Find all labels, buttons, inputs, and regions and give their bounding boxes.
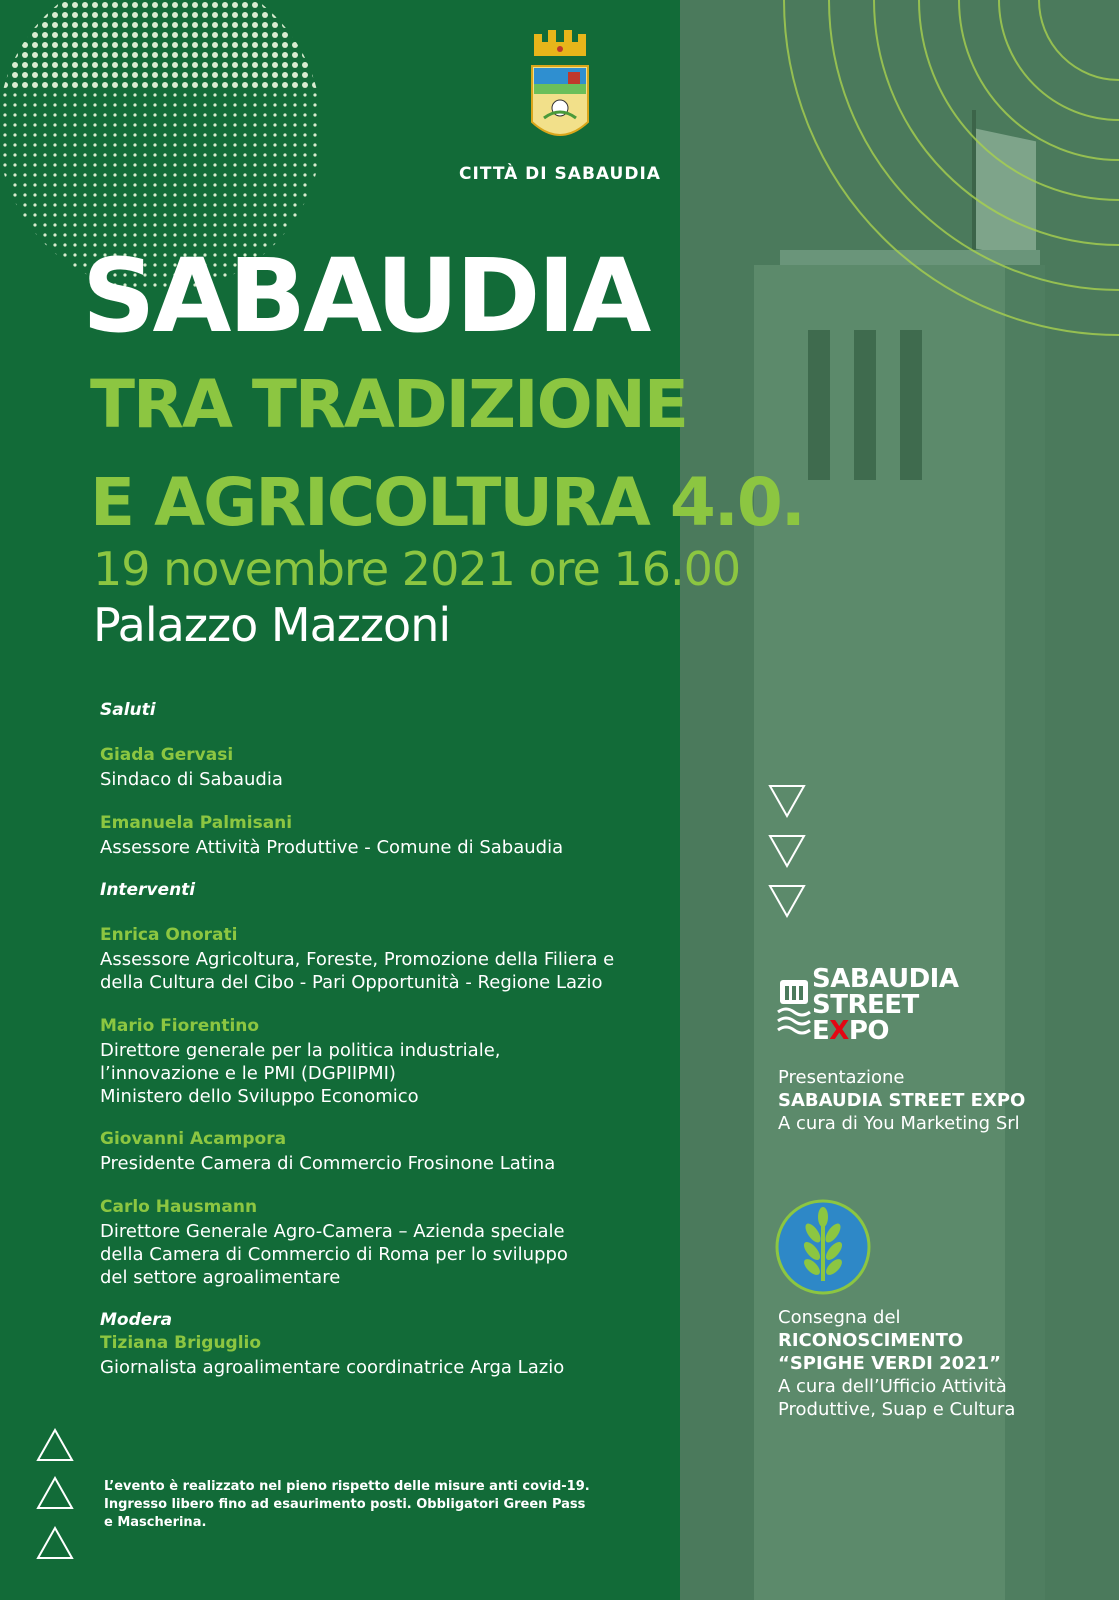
event-date-time: 19 novembre 2021 ore 16.00 [93, 542, 741, 596]
expo-presentation: Presentazione SABAUDIA STREET EXPO A cura di You Marketing Srl [778, 1067, 1026, 1134]
speaker-role: Assessore Attività Produttive - Comune di Sabaudia [100, 837, 564, 858]
triangle-up-icon [36, 1428, 74, 1462]
speaker-name: Enrica Onorati [100, 925, 238, 945]
triangle-up-icon [36, 1476, 74, 1510]
triangle-down-icon [768, 784, 806, 818]
triangle-down-icon [768, 834, 806, 868]
modera-label: Modera [100, 1310, 173, 1330]
speaker-role: Assessore Agricoltura, Foreste, Promozione della Filiera e della Cultura del Cibo - Pari Opportunità - Regione Lazio [100, 949, 615, 993]
subtitle-line-1: TRA TRADIZIONE [90, 366, 688, 443]
speaker-name: Giada Gervasi [100, 745, 234, 765]
saluti-label: Saluti [100, 700, 156, 720]
moderator-name: Tiziana Briguglio [100, 1333, 262, 1353]
subtitle-line-2: E AGRICOLTURA 4.0. [90, 464, 804, 541]
expo-logo-mark [776, 976, 812, 1044]
city-coat-of-arms [528, 26, 592, 146]
event-venue: Palazzo Mazzoni [93, 598, 451, 652]
award-block: Consegna del RICONOSCIMENTO “SPIGHE VERDI 2021” A cura dell’Ufficio Attività Produttive, Suap e Cultura [778, 1307, 1016, 1420]
main-title: SABAUDIA [82, 237, 649, 356]
interventi-label: Interventi [100, 880, 196, 900]
expo-logo-text: SABAUDIA STREET EXPO [812, 964, 959, 1046]
covid-notice: L’evento è realizzato nel pieno rispetto delle misure anti covid-19. Ingresso libero fino ad esaurimento posti. Obbligatori Green Pass e Mascherina. [104, 1479, 590, 1530]
triangle-down-icon [768, 884, 806, 918]
spighe-verdi-badge [775, 1199, 871, 1295]
speaker-name: Emanuela Palmisani [100, 813, 293, 833]
speaker-role: Direttore Generale Agro-Camera – Azienda speciale della Camera di Commercio di Roma per lo sviluppo del settore agroalimentare [100, 1221, 568, 1288]
speaker-role: Presidente Camera di Commercio Frosinone Latina [100, 1153, 556, 1174]
speaker-name: Carlo Hausmann [100, 1197, 258, 1217]
speaker-name: Mario Fiorentino [100, 1016, 260, 1036]
moderator-role: Giornalista agroalimentare coordinatrice Arga Lazio [100, 1357, 565, 1378]
city-name: CITTÀ DI SABAUDIA [459, 164, 661, 184]
speaker-role: Direttore generale per la politica industriale, l’innovazione e le PMI (DGPIIPMI) Ministero dello Sviluppo Economico [100, 1040, 501, 1107]
speaker-name: Giovanni Acampora [100, 1129, 287, 1149]
speaker-role: Sindaco di Sabaudia [100, 769, 283, 790]
triangle-up-icon [36, 1526, 74, 1560]
